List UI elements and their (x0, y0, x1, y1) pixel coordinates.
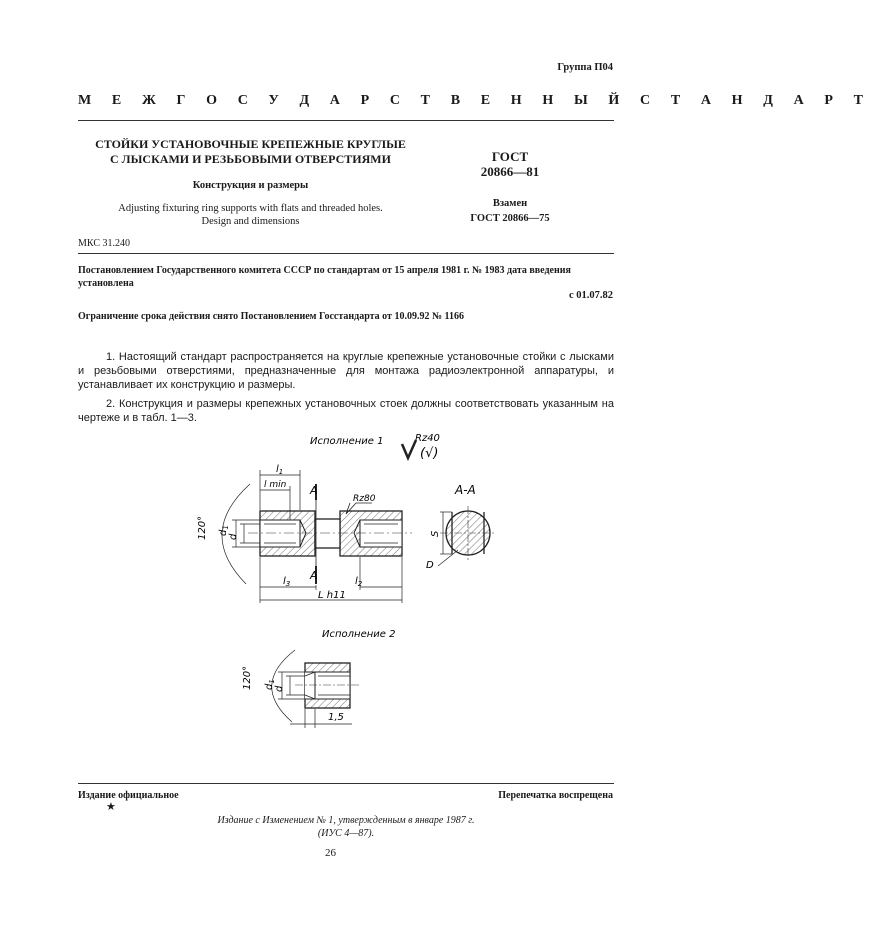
S-label: S (430, 530, 441, 537)
dim-15-label: 1,5 (328, 712, 344, 723)
d-label: d (228, 533, 239, 540)
section-mark-top: А (310, 484, 318, 497)
variant-2-label: Исполнение 2 (322, 629, 396, 640)
section-label: А-А (455, 483, 476, 497)
section-view (438, 506, 496, 566)
paragraph-2: 2. Конструкция и размеры крепежных установочных стоек должны соответствовать указанным на чертеже и в табл. 1—3. (78, 398, 614, 424)
official-edition: Издание официальное (78, 790, 179, 801)
decree-text: Постановлением Государственного комитета СССР по стандартам от 15 апреля 1981 г. № 1983 дата введения установлена (78, 265, 571, 289)
limit-text: Ограничение срока действия снято Постановлением Госстандарта от 10.09.92 № 1166 (78, 311, 464, 322)
top-rule (78, 120, 614, 121)
lmin-label: l min (264, 480, 287, 490)
replaces-block: Взамен ГОСТ 20866—75 (470, 198, 550, 224)
d1-label-2: $d_1$ (264, 679, 276, 690)
d1-label: $d_1$ (218, 525, 230, 536)
standard-banner: М Е Ж Г О С У Д А Р С Т В Е Н Н Ы Й С Т А Н Д А Р Т (78, 93, 872, 108)
mid-rule (78, 253, 614, 254)
l1-label: $l_1$ (276, 464, 284, 476)
roughness-local: Rz80 (353, 494, 376, 504)
reprint-notice: Перепечатка воспрещена (498, 790, 613, 801)
section-mark-bottom: А (310, 569, 318, 582)
technical-drawing (0, 420, 661, 740)
page-number: 26 (325, 847, 336, 859)
change-note: Издание с Изменением № 1, утвержденным в январе 1987 г. (ИУС 4—87). (217, 815, 475, 839)
paragraph-1: 1. Настоящий стандарт распространяется на круглые крепежные установочные стойки с лысками и резьбовыми отверстиями, предназначенные для монтажа радиоэлектронной аппаратуры, и устанавливает их конструкцию и размеры. (78, 351, 614, 391)
mks-code: МКС 31.240 (78, 238, 130, 249)
part-variant-1 (248, 484, 412, 584)
l3-label: $l_3$ (283, 576, 291, 588)
D-label: D (426, 560, 434, 571)
roughness-check-icon (402, 440, 416, 458)
L-label: L h11 (318, 590, 346, 601)
footer-rule (78, 783, 614, 784)
star-icon: ★ (106, 801, 116, 813)
l2-label: $l_2$ (355, 576, 363, 588)
effective-date: с 01.07.82 (568, 290, 613, 301)
roughness-paren: (√) (420, 446, 439, 461)
document-title: СТОЙКИ УСТАНОВОЧНЫЕ КРЕПЕЖНЫЕ КРУГЛЫЕ С ЛЫСКАМИ И РЕЗЬБОВЫМИ ОТВЕРСТИЯМИ (95, 137, 406, 166)
gost-number: ГОСТ 20866—81 (480, 149, 540, 179)
english-title: Adjusting fixturing ring supports with flats and threaded holes. Design and dimensions (118, 203, 383, 227)
roughness-main: Rz40 (415, 433, 440, 444)
angle-label: 120° (197, 515, 208, 540)
angle-label-2: 120° (242, 665, 253, 690)
document-subtitle: Конструкция и размеры (192, 180, 309, 191)
variant-1-label: Исполнение 1 (310, 436, 384, 447)
part-variant-2 (295, 663, 360, 708)
group-code: Группа П04 (557, 62, 613, 73)
d-label-2: d (274, 685, 285, 692)
